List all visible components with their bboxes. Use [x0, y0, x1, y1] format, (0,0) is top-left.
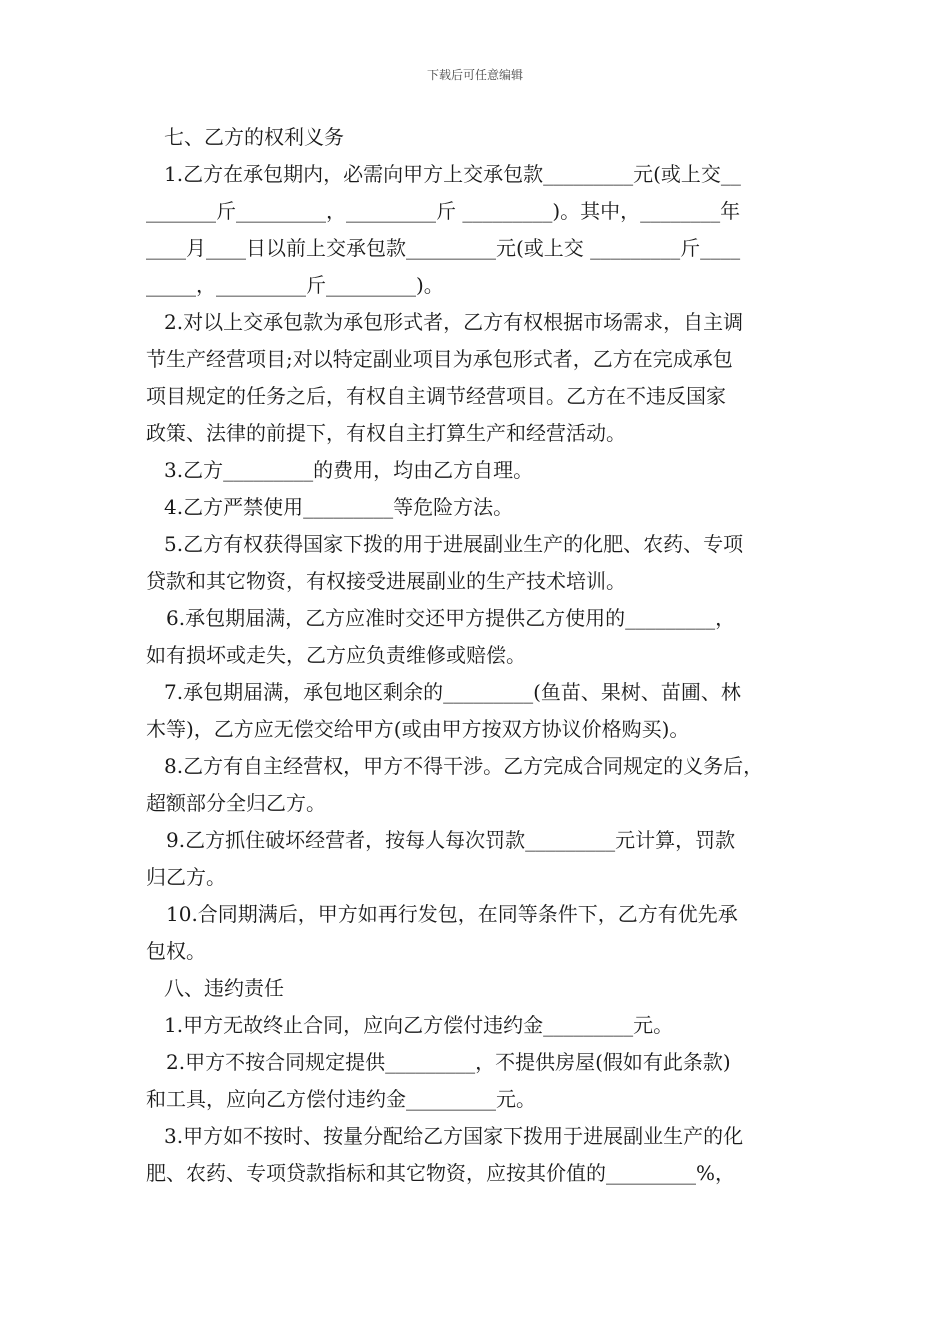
paragraph: [146, 822, 811, 896]
text-line: 节生产经营项目;对以特定副业项目为承包形式者，乙方在完成承包: [146, 347, 733, 371]
text-line: 八、违约责任: [164, 976, 284, 1000]
text-line: 2.甲方不按合同规定提供_________，不提供房屋(假如有此条款): [166, 1050, 731, 1074]
text-line: 10.合同期满后，甲方如再行发包，在同等条件下，乙方有优先承: [166, 902, 738, 926]
text-line: 1.乙方在承包期内，必需向甲方上交承包款_________元(或上交__: [164, 162, 741, 186]
text-line: 项目规定的任务之后，有权自主调节经营项目。乙方在不违反国家: [146, 384, 726, 408]
text-line: 木等)，乙方应无偿交给甲方(或由甲方按双方协议价格购买)。: [146, 717, 690, 741]
section-heading: [146, 970, 811, 1007]
paragraph: [146, 1044, 811, 1118]
paragraph: [146, 452, 811, 489]
text-line: 4.乙方严禁使用_________等危险方法。: [164, 495, 514, 519]
text-line: ____月____日以前上交承包款_________元(或上交 _________斤____: [146, 236, 741, 260]
document-body: [146, 119, 811, 1192]
text-line: 超额部分全归乙方。: [146, 791, 326, 815]
text-line: 3.乙方_________的费用，均由乙方自理。: [164, 458, 534, 482]
paragraph: [146, 1007, 811, 1044]
paragraph: [146, 674, 811, 748]
text-line: 肥、农药、专项贷款指标和其它物资，应按其价值的_________%，: [146, 1161, 736, 1185]
text-line: 6.承包期届满，乙方应准时交还甲方提供乙方使用的_________，: [166, 606, 736, 630]
text-line: 9.乙方抓住破坏经营者，按每人每次罚款_________元计算，罚款: [166, 828, 736, 852]
paragraph: [146, 1118, 811, 1192]
text-line: 归乙方。: [146, 865, 226, 889]
paragraph: [146, 526, 811, 600]
paragraph: [146, 489, 811, 526]
text-line: 如有损坏或走失，乙方应负责维修或赔偿。: [146, 643, 526, 667]
page-header: 下载后可任意编辑: [426, 68, 523, 82]
paragraph: [146, 748, 811, 822]
text-line: 8.乙方有自主经营权，甲方不得干涉。乙方完成合同规定的义务后，: [164, 754, 764, 778]
text-line: 2.对以上交承包款为承包形式者，乙方有权根据市场需求，自主调: [164, 310, 744, 334]
text-line: _______斤_________，_________斤 _________)。其中，________年: [146, 199, 741, 223]
text-line: 7.承包期届满，承包地区剩余的_________(鱼苗、果树、苗圃、林: [164, 680, 741, 704]
text-line: 1.甲方无故终止合同，应向乙方偿付违约金_________元。: [164, 1013, 674, 1037]
section-heading: [146, 119, 811, 156]
text-line: 七、乙方的权利义务: [164, 125, 344, 149]
paragraph: [146, 156, 811, 304]
paragraph: [146, 304, 811, 452]
text-line: 包权。: [146, 939, 206, 963]
text-line: 5.乙方有权获得国家下拨的用于进展副业生产的化肥、农药、专项: [164, 532, 744, 556]
text-line: _____，_________斤_________)。: [146, 273, 444, 297]
text-line: 政策、法律的前提下，有权自主打算生产和经营活动。: [146, 421, 626, 445]
text-line: 3.甲方如不按时、按量分配给乙方国家下拨用于进展副业生产的化: [164, 1124, 744, 1148]
text-line: 贷款和其它物资，有权接受进展副业的生产技术培训。: [146, 569, 626, 593]
paragraph: [146, 600, 811, 674]
text-line: 和工具，应向乙方偿付违约金_________元。: [146, 1087, 536, 1111]
paragraph: [146, 896, 811, 970]
